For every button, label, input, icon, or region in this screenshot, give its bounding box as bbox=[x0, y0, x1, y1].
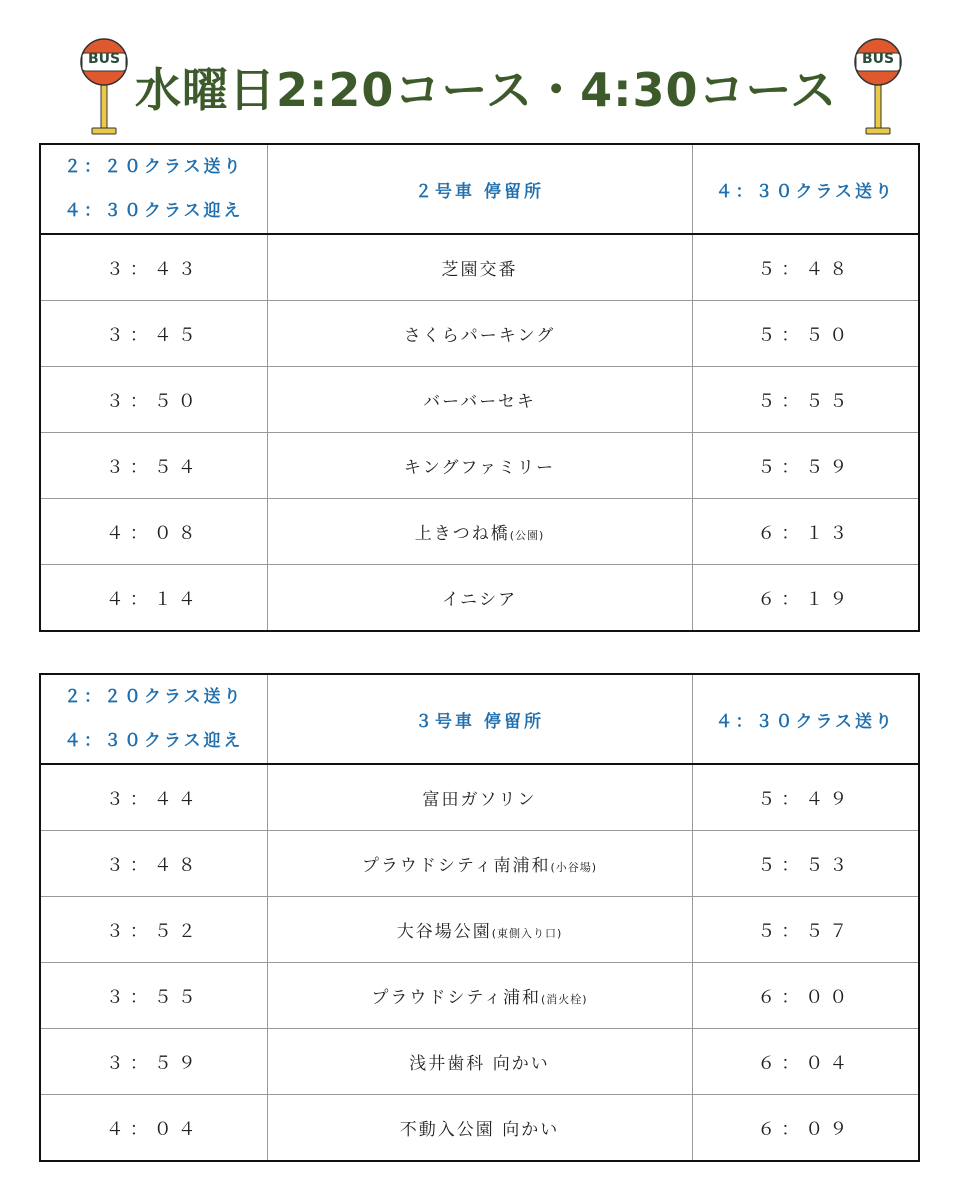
header-stop: ２号車 停留所 bbox=[267, 144, 692, 234]
stop-cell bbox=[267, 499, 692, 565]
header-line-1: ２：２０クラス送り bbox=[64, 687, 244, 707]
stop-name: 富田ガソリン bbox=[422, 790, 537, 810]
time-cell: ３：４５ bbox=[40, 301, 267, 367]
table-row bbox=[40, 1029, 919, 1095]
stop-cell bbox=[267, 234, 692, 301]
time-cell: ３：５２ bbox=[40, 897, 267, 963]
stop-name: プラウドシティ南浦和 bbox=[361, 856, 551, 876]
time-cell: ５：５０ bbox=[692, 301, 919, 367]
stop-note: (消火栓) bbox=[541, 993, 588, 1006]
table-row bbox=[40, 433, 919, 499]
stop-cell bbox=[267, 1095, 692, 1162]
stop-cell bbox=[267, 764, 692, 831]
header-line-1: ２：２０クラス送り bbox=[64, 157, 244, 177]
stop-name: プラウドシティ浦和 bbox=[371, 988, 542, 1008]
table-row bbox=[40, 565, 919, 632]
stop-cell bbox=[267, 301, 692, 367]
bus-3-schedule-table bbox=[39, 673, 920, 1162]
table-header-row bbox=[40, 674, 919, 764]
stop-name: イニシア bbox=[441, 590, 518, 610]
time-cell: ４：０８ bbox=[40, 499, 267, 565]
stop-name: 不動入公園 向かい bbox=[399, 1120, 560, 1140]
stop-name: 上きつね橋 bbox=[414, 524, 510, 544]
stop-cell bbox=[267, 963, 692, 1029]
table-row bbox=[40, 234, 919, 301]
stop-name: 芝園交番 bbox=[441, 260, 518, 280]
stop-note: (東側入り口) bbox=[491, 927, 563, 940]
page-header bbox=[0, 0, 958, 140]
time-cell: ５：５３ bbox=[692, 831, 919, 897]
time-cell: ３：４３ bbox=[40, 234, 267, 301]
time-cell: ６：００ bbox=[692, 963, 919, 1029]
table-header-row bbox=[40, 144, 919, 234]
header-dropoff-time: ４：３０クラス送り bbox=[692, 674, 919, 764]
bus-2-schedule-table bbox=[39, 143, 920, 632]
header-pickup-time bbox=[40, 144, 267, 234]
bus-sign-label: BUS bbox=[87, 51, 121, 67]
bus-stop-sign-icon bbox=[76, 38, 132, 138]
time-cell: ３：４４ bbox=[40, 764, 267, 831]
stop-name: 大谷場公園 bbox=[396, 922, 492, 942]
bus-sign-label: BUS bbox=[861, 51, 895, 67]
table-row bbox=[40, 301, 919, 367]
stop-note: (小谷場) bbox=[550, 861, 598, 874]
bus-stop-sign-icon bbox=[850, 38, 906, 138]
header-stop: ３号車 停留所 bbox=[267, 674, 692, 764]
page-title: 水曜日2:20コース・4:30コース bbox=[135, 63, 838, 117]
stop-cell bbox=[267, 565, 692, 632]
stop-cell bbox=[267, 831, 692, 897]
table-row bbox=[40, 963, 919, 1029]
time-cell: ６：１９ bbox=[757, 588, 854, 610]
time-cell: ６：０４ bbox=[692, 1029, 919, 1095]
time-cell: ６：０９ bbox=[757, 1118, 854, 1140]
stop-cell bbox=[267, 1029, 692, 1095]
stop-cell bbox=[267, 897, 692, 963]
time-cell: ５：４９ bbox=[692, 764, 919, 831]
stop-name: さくらパーキング bbox=[403, 326, 556, 346]
table-row bbox=[40, 831, 919, 897]
time-cell: ３：５４ bbox=[40, 433, 267, 499]
time-cell: ５：５５ bbox=[692, 367, 919, 433]
table-row bbox=[40, 367, 919, 433]
time-cell: ５：４８ bbox=[692, 234, 919, 301]
table-row bbox=[40, 764, 919, 831]
stop-name: 浅井歯科 向かい bbox=[409, 1054, 550, 1074]
stop-note: (公園) bbox=[509, 529, 545, 542]
header-pickup-time bbox=[40, 674, 267, 764]
stop-name: バーバーセキ bbox=[423, 392, 536, 412]
time-cell: ３：５０ bbox=[40, 367, 267, 433]
time-cell: ６：１３ bbox=[692, 499, 919, 565]
table-row bbox=[40, 499, 919, 565]
header-dropoff-time: ４：３０クラス送り bbox=[692, 144, 919, 234]
time-cell: ３：５５ bbox=[40, 963, 267, 1029]
table-row bbox=[40, 897, 919, 963]
table-row bbox=[40, 1095, 919, 1162]
time-cell: ３：５９ bbox=[40, 1029, 267, 1095]
header-line-2: ４：３０クラス迎え bbox=[64, 201, 244, 221]
stop-cell bbox=[267, 433, 692, 499]
time-cell: ５：５７ bbox=[692, 897, 919, 963]
time-cell: ５：５９ bbox=[692, 433, 919, 499]
header-line-2: ４：３０クラス迎え bbox=[64, 731, 244, 751]
stop-cell bbox=[267, 367, 692, 433]
stop-name: キングファミリー bbox=[403, 458, 556, 478]
time-cell: ４：１４ bbox=[40, 565, 267, 632]
time-cell: ３：４８ bbox=[40, 831, 267, 897]
time-cell: ４：０４ bbox=[40, 1095, 267, 1162]
